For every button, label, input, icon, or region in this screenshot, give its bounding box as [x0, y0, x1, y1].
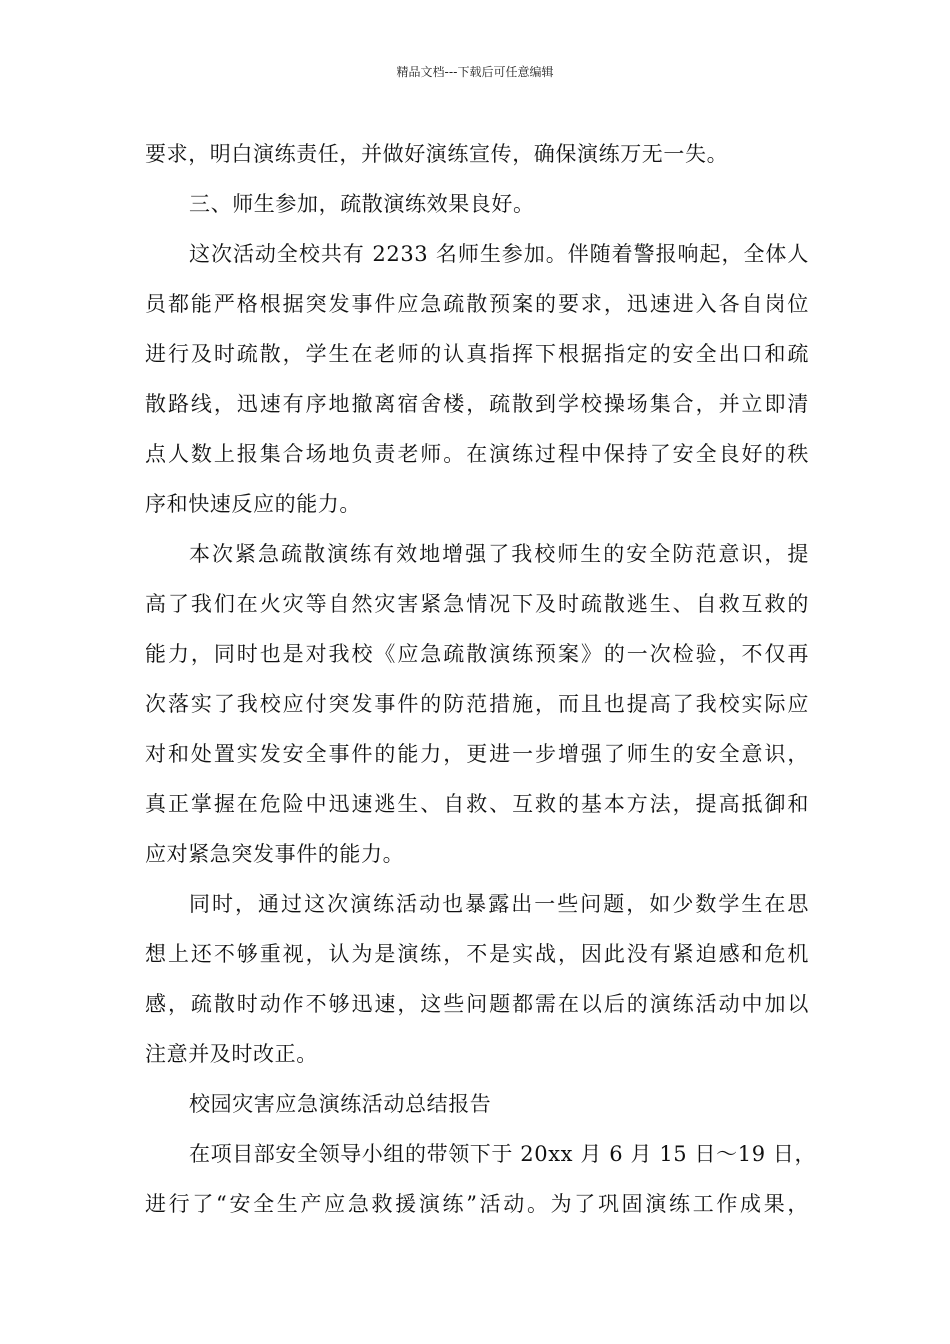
text-line: 应对紧急突发事件的能力。 — [145, 842, 405, 866]
text-line: 同时，通过这次演练活动也暴露出一些问题，如少数学生在思 — [189, 892, 809, 916]
text-line: 进行了“安全生产应急救援演练”活动。为了巩固演练工作成果， — [145, 1192, 809, 1216]
text-line: 这次活动全校共有 2233 名师生参加。伴随着警报响起，全体人 — [189, 242, 809, 266]
document-body — [145, 129, 817, 1229]
text-line: 点人数上报集合场地负责老师。在演练过程中保持了安全良好的秩 — [145, 442, 809, 466]
text-line: 本次紧急疏散演练有效地增强了我校师生的安全防范意识，提 — [189, 542, 809, 566]
text-line: 散路线，迅速有序地撤离宿舍楼，疏散到学校操场集合，并立即清 — [145, 392, 809, 416]
text-line: 员都能严格根据突发事件应急疏散预案的要求，迅速进入各自岗位 — [145, 292, 809, 316]
text-line: 高了我们在火灾等自然灾害紧急情况下及时疏散逃生、自救互救的 — [145, 592, 809, 616]
text-line: 对和处置实发安全事件的能力，更进一步增强了师生的安全意识， — [145, 742, 809, 766]
text-line: 次落实了我校应付突发事件的防范措施，而且也提高了我校实际应 — [145, 692, 809, 716]
page-header: 精品文档---下载后可任意编辑 — [396, 65, 554, 79]
text-line: 三、师生参加，疏散演练效果良好。 — [189, 192, 535, 216]
text-line: 真正掌握在危险中迅速逃生、自救、互救的基本方法，提高抵御和 — [145, 792, 809, 816]
text-line: 校园灾害应急演练活动总结报告 — [189, 1092, 492, 1116]
text-line: 要求，明白演练责任，并做好演练宣传，确保演练万无一失。 — [145, 142, 729, 166]
text-line: 进行及时疏散，学生在老师的认真指挥下根据指定的安全出口和疏 — [145, 342, 809, 366]
text-line: 能力，同时也是对我校《应急疏散演练预案》的一次检验，不仅再 — [145, 642, 809, 666]
text-line: 在项目部安全领导小组的带领下于 20xx 月 6 月 15 日～19 日， — [189, 1142, 817, 1166]
text-line: 注意并及时改正。 — [145, 1042, 318, 1066]
text-line: 感，疏散时动作不够迅速，这些问题都需在以后的演练活动中加以 — [145, 992, 809, 1016]
text-line: 想上还不够重视，认为是演练，不是实战，因此没有紧迫感和危机 — [145, 942, 809, 966]
text-line: 序和快速反应的能力。 — [145, 492, 361, 516]
